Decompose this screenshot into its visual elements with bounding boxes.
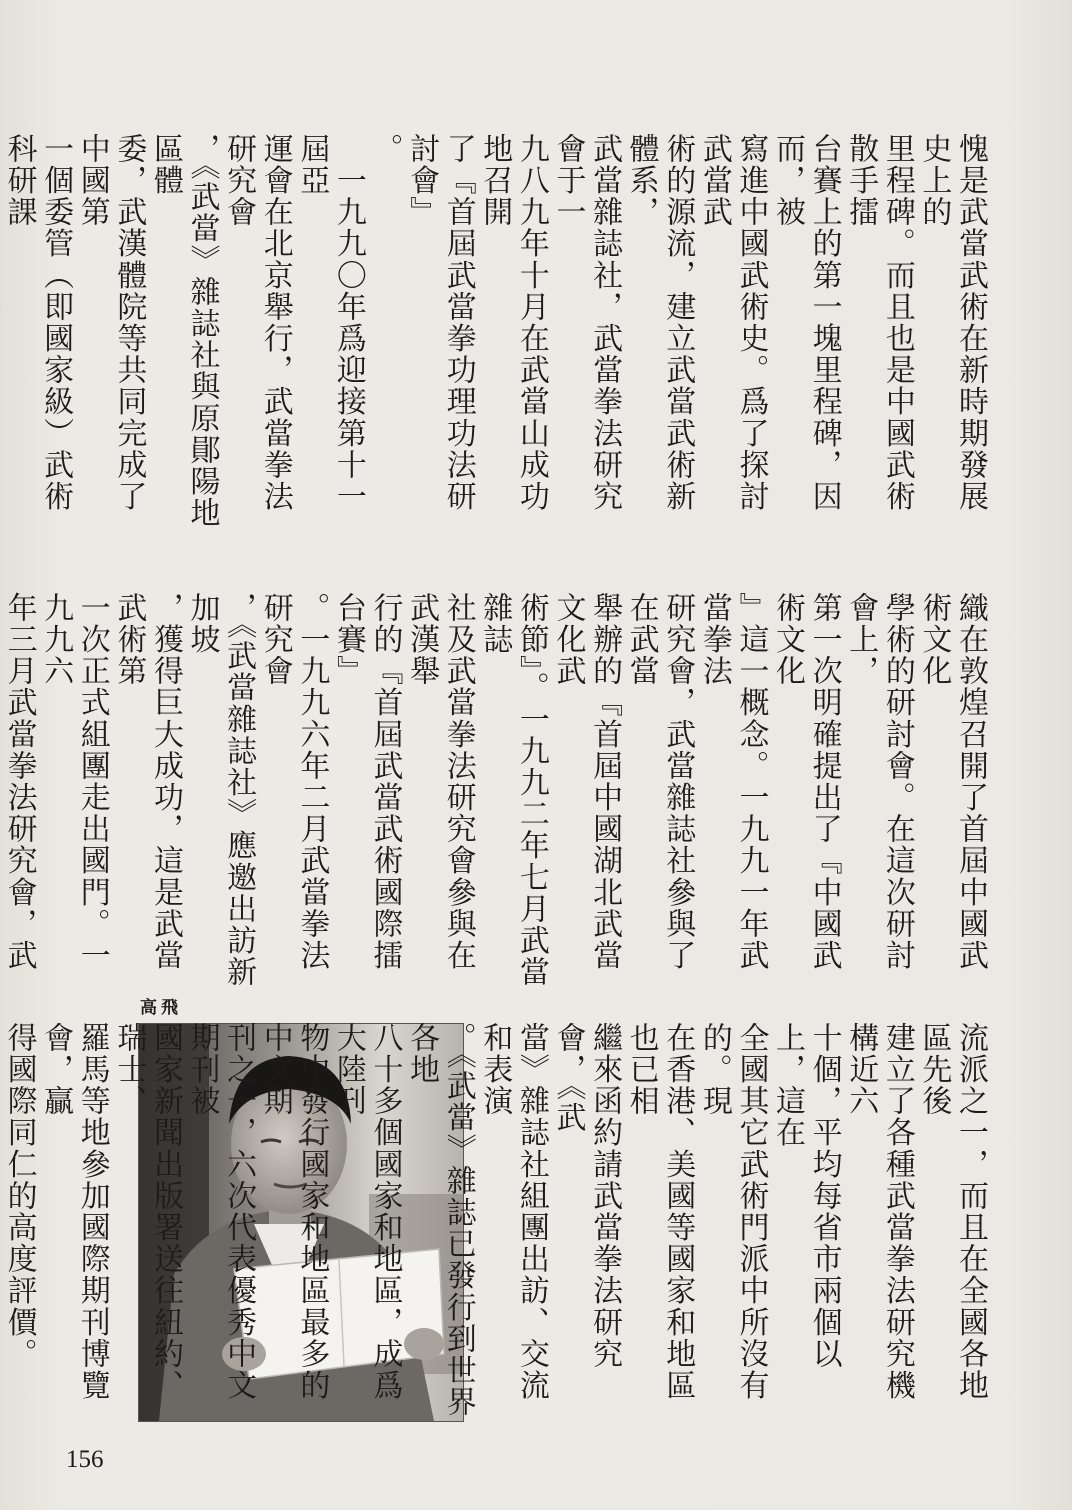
photo-caption: 高飛 (140, 998, 182, 1018)
page-number: 156 (66, 1446, 104, 1473)
text-section-top: 愧是武當武術在新時期發展史上的 里程碑。而且也是中國武術散手擂 台賽上的第一塊里程碑，因而，被 寫進中國武術史。爲了探討武當武 術的源流，建立武當武術新體系， 武當雜誌社，武當拳法研究會于一 九八九年十月在武當山成功地召開 了『首屆武當拳功理功法研討會』 。 一九九〇年爲迎接第十一屆亞 運會在北京舉行，武當拳法研究會 ，《武當》雜誌社與原鄖陽地區體 委，武漢體院等共同完成了中國第 一個委管（即國家級）武術科研課 (1, 133, 988, 529)
text-section-middle: 織在敦煌召開了首屆中國武術文化 學術的研討會。在這次研討會上， 第一次明確提出了『中國武術文化 』這一概念。一九九一年武當拳法 研究會，武當雜誌社參與了在武當 舉辦的『首屆中國湖北武當文化武 術節』。一九九二年七月武當雜誌 社及武當拳法研究會參與在武漢舉 行的『首屆武當武術國際擂台賽』 。一九九六年二月武當拳法研究會 ，《武當雜誌社》應邀出訪新加坡 ，獲得巨大成功，這是武當武術第 一次正式組團走出國門。一九九六 年三月武當拳法研究會，武 (1, 592, 988, 988)
text-section-bottom: 流派之一，而且在全國各地區先後 建立了各種武當拳法研究機構近六 十個，平均每省市兩個以上，這在 全國其它武術門派中所沒有的。現 在香港、美國等國家和地區也已相 繼來函約請武當拳法研究會，《武 當》雜誌社組團出訪、交流和表演 。《武當》雜誌已發行到世界各地 八十多個國家和地區，成爲大陸刊 物中發行國家和地區最多的中文期 刊之一，六次代表優秀中文期刊被 國家新聞出版署送往紐約、瑞士、 羅馬等地參加國際期刊博覽會，贏 得國際同仁的高度評價。 (1, 1022, 988, 1418)
